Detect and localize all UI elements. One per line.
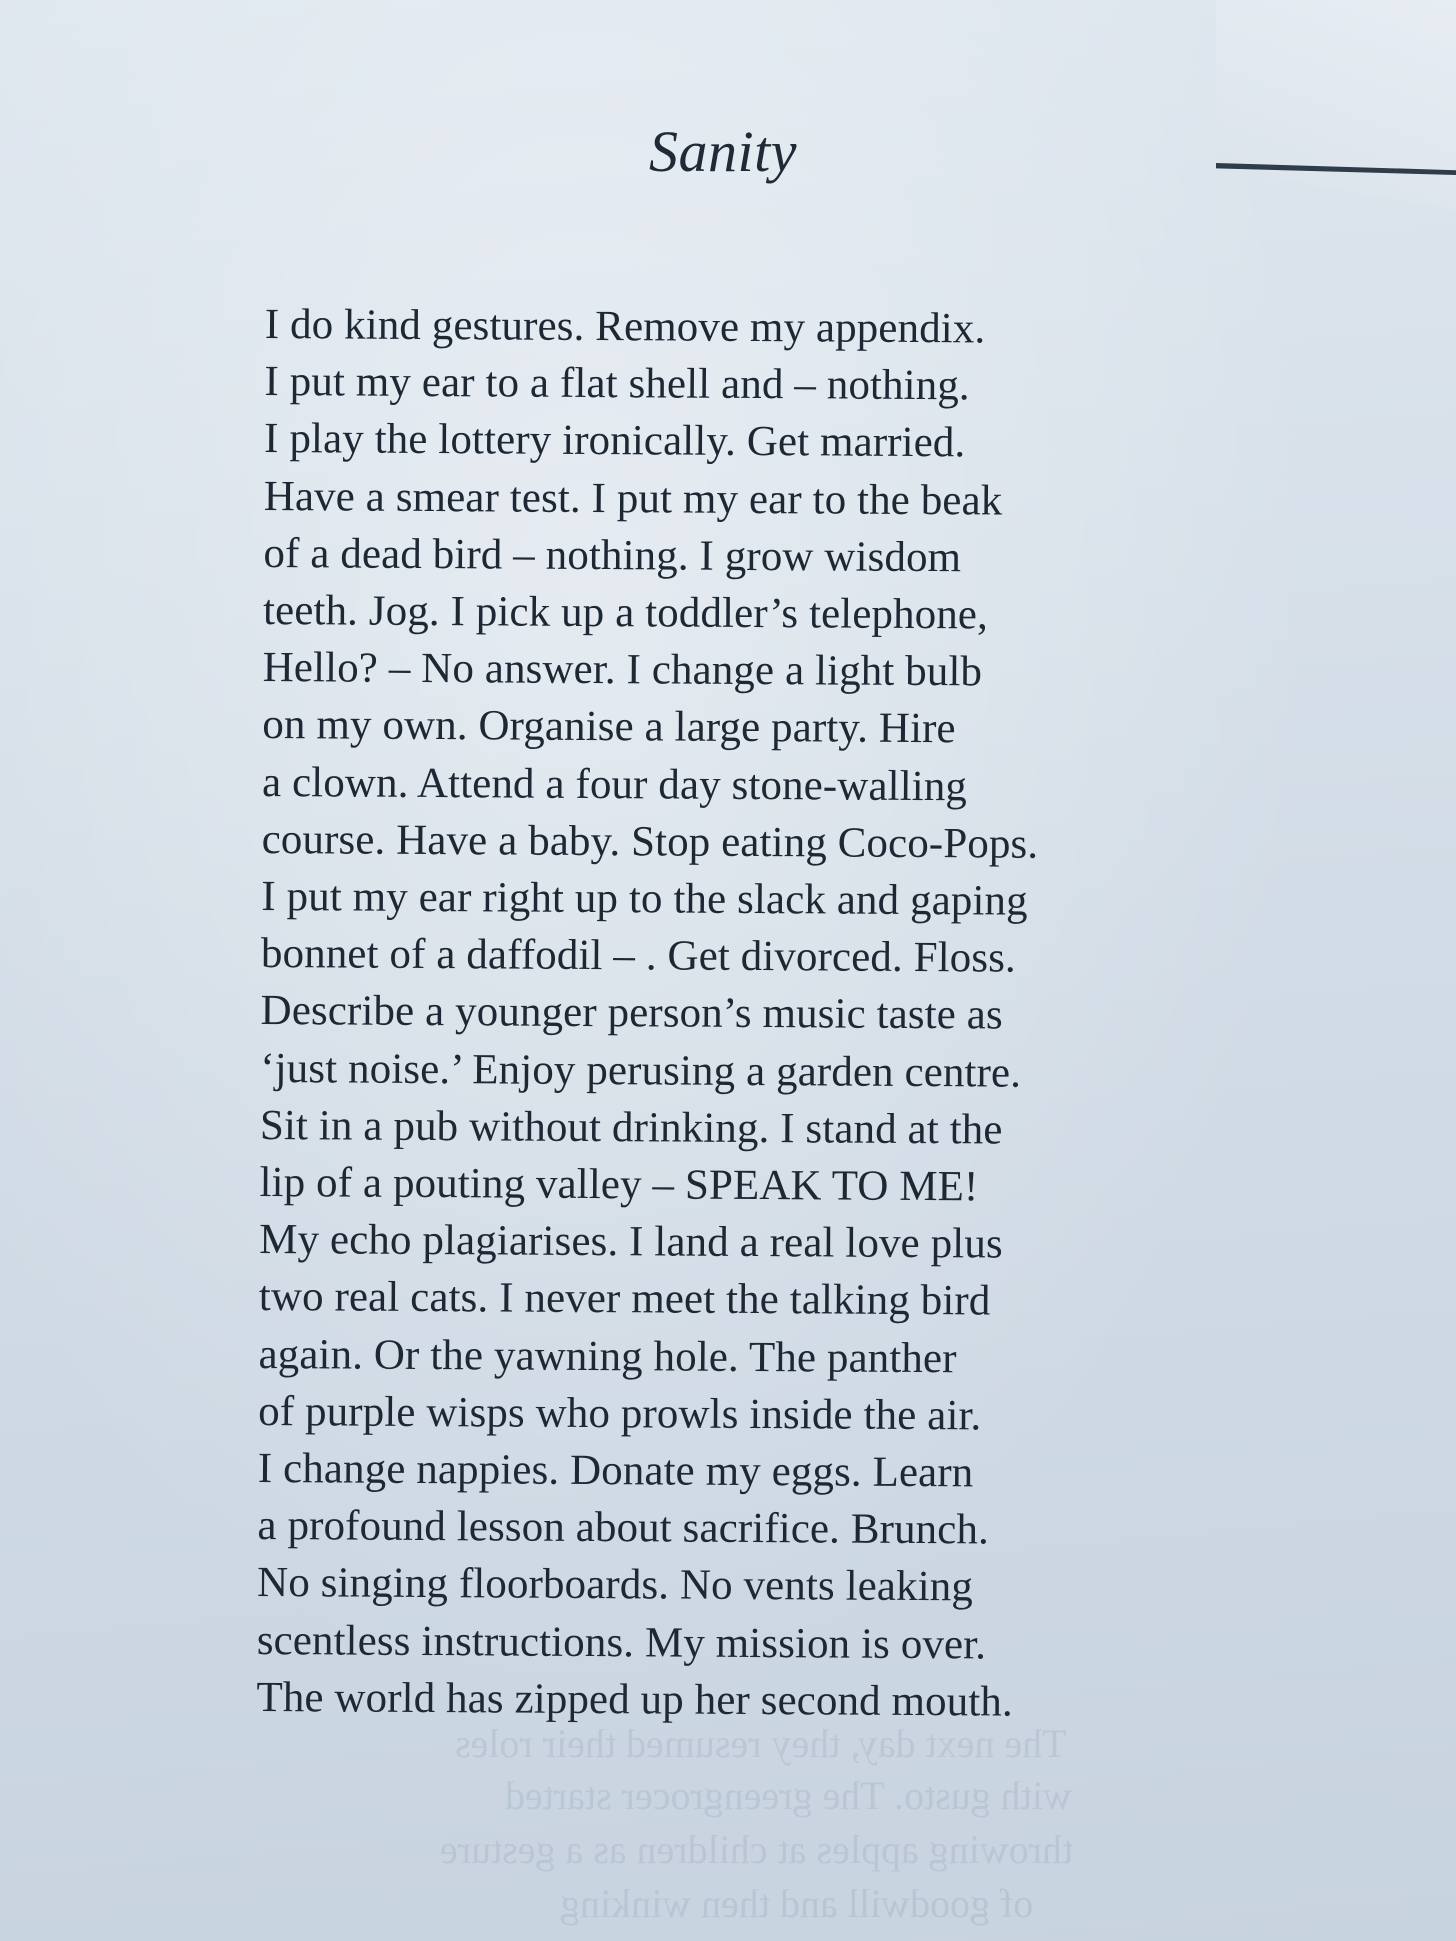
poem-line: My echo plagiarises. I land a real love plus (259, 1216, 1003, 1268)
poem-line: I change nappies. Donate my eggs. Learn (257, 1445, 974, 1497)
poem-line: of purple wisps who prowls inside the air. (258, 1387, 982, 1440)
poem-line: ‘just noise.’ Enjoy perusing a garden centre. (260, 1044, 1022, 1097)
poem-line: course. Have a baby. Stop eating Coco-Pops. (261, 815, 1039, 868)
poem-title-wrapper (0, 118, 1456, 185)
show-through-line: throwing apples at children as a gesture (440, 1827, 1074, 1872)
poem-line: No singing floorboards. No vents leaking (256, 1559, 974, 1611)
show-through-line: The next day, they resumed their roles (455, 1721, 1067, 1766)
poem-line: Have a smear test. I put my ear to the beak (263, 472, 1003, 525)
poem-title: Sanity (649, 119, 797, 184)
poem-line: I put my ear right up to the slack and gaping (261, 873, 1028, 925)
show-through-line: of goodwill and then winking (560, 1881, 1034, 1926)
poem-line: Hello? – No answer. I change a light bulb (262, 644, 983, 696)
poem-line: I play the lottery ironically. Get married. (263, 415, 966, 467)
poem-line: bonnet of a daffodil – . Get divorced. Floss. (260, 930, 1017, 982)
poem-line: I put my ear to a flat shell and – nothing. (264, 358, 970, 410)
poem-line: Sit in a pub without drinking. I stand at the (259, 1101, 1003, 1154)
poem-line: of a dead bird – nothing. I grow wisdom (263, 529, 962, 582)
poem-line: lip of a pouting valley – SPEAK TO ME! (259, 1159, 979, 1211)
poem-body (256, 296, 1165, 1732)
poem-line: The world has zipped up her second mouth. (256, 1673, 1013, 1726)
poem-line: two real cats. I never meet the talking bird (258, 1273, 991, 1325)
poem-line: a profound lesson about sacrifice. Brunch. (257, 1502, 990, 1554)
poem-line: a clown. Attend a four day stone-walling (261, 758, 968, 810)
poem-line: Describe a younger person’s music taste as (260, 987, 1003, 1039)
poem-line: scentless instructions. My mission is over. (256, 1616, 987, 1669)
show-through-line: with gusto. The greengrocer started (505, 1773, 1072, 1818)
poem-line: teeth. Jog. I pick up a toddler’s telephone, (262, 587, 989, 639)
poem-line: I do kind gestures. Remove my appendix. (264, 300, 986, 353)
poem-line: again. Or the yawning hole. The panther (258, 1330, 957, 1382)
poem-line: on my own. Organise a large party. Hire (262, 701, 956, 753)
